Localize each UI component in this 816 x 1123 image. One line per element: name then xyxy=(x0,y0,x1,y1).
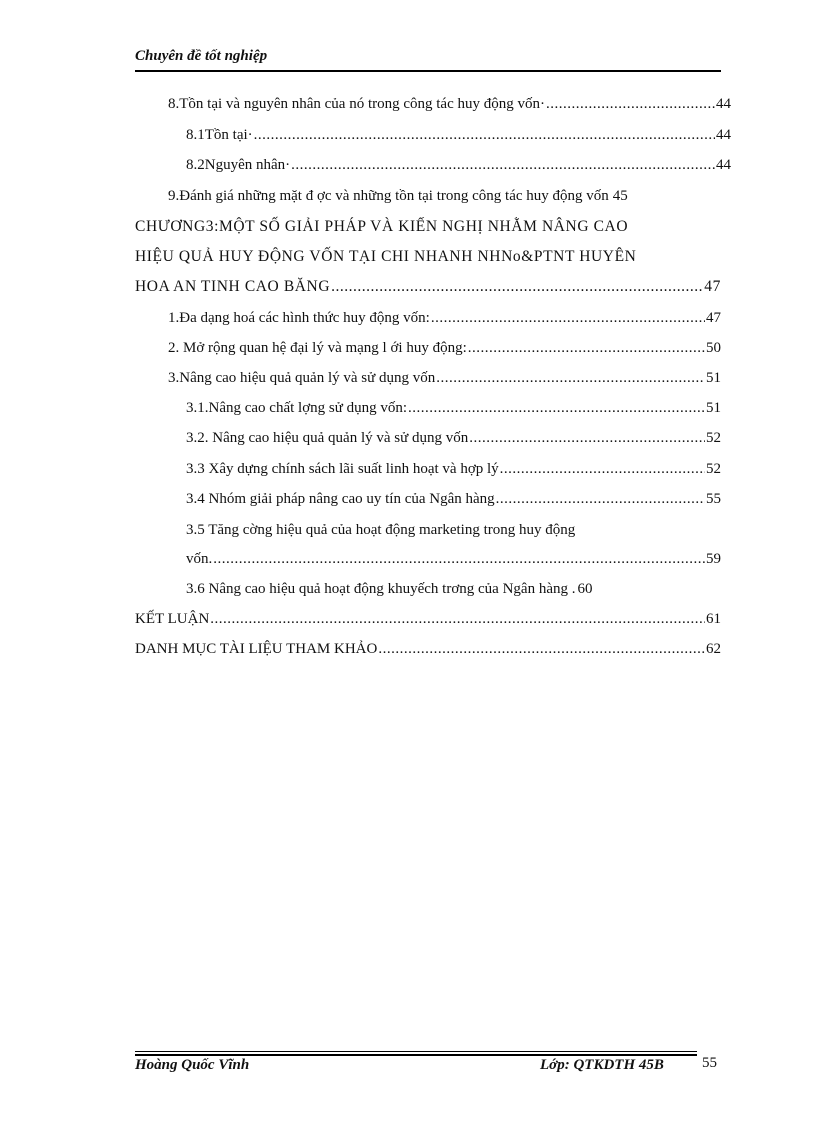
toc-leader-dots xyxy=(378,641,705,658)
toc-entry xyxy=(186,127,731,144)
toc-entry-page: 44 xyxy=(716,127,731,143)
toc-entry-page: 52 xyxy=(706,430,721,446)
toc-leader-dots xyxy=(210,611,705,628)
toc-entry xyxy=(168,370,721,387)
toc-entry-label: 8.Tồn tại và nguyên nhân của nó trong công tác huy động vốn· xyxy=(168,96,545,112)
toc-entry-page: 59 xyxy=(706,551,721,567)
toc-entry xyxy=(186,491,721,508)
toc-entry-page: 47 xyxy=(706,310,721,326)
toc-entry xyxy=(186,400,721,417)
toc-entry-label: 3.3 Xây dựng chính sách lãi suất linh hoạt và hợp lý xyxy=(186,461,499,477)
toc-entry xyxy=(186,461,721,478)
footer-page-number: 55 xyxy=(702,1055,717,1071)
toc-leader-dots xyxy=(436,370,705,387)
toc-entry-label: vốn. xyxy=(186,551,213,567)
toc-entry xyxy=(168,310,721,327)
toc-leader-dots xyxy=(468,340,705,357)
toc-entry xyxy=(135,641,721,658)
toc-entry-label: 8.1Tồn tại· xyxy=(186,127,253,143)
toc-entry xyxy=(186,581,721,598)
toc-entry xyxy=(168,188,721,205)
toc-entry-label: 3.6 Nâng cao hiệu quả hoạt động khuyếch trơng của Ngân hàng . xyxy=(186,581,576,597)
footer-author: Hoàng Quốc Vĩnh xyxy=(135,1057,250,1073)
toc-entry xyxy=(168,96,731,113)
toc-entry-page: 44 xyxy=(716,96,731,112)
toc-entry xyxy=(186,157,731,174)
footer-rule-thin xyxy=(135,1051,697,1052)
toc-entry-label: 3.2. Nâng cao hiệu quả quản lý và sử dụng vốn xyxy=(186,430,469,446)
toc-entry-page: 61 xyxy=(706,611,721,627)
toc-entry-label: HOA AN TINH CAO BĂNG xyxy=(135,278,331,295)
toc-entry-label: 9.Đánh giá những mặt đ ợc và những tồn tại trong công tác huy động vốn xyxy=(168,188,609,204)
toc-entry-page: 62 xyxy=(706,641,721,657)
toc-entry xyxy=(168,340,721,357)
document-header-title: Chuyên đề tốt nghiệp xyxy=(135,48,268,64)
toc-entry xyxy=(186,551,721,568)
toc-leader-dots xyxy=(469,430,705,447)
toc-leader-dots xyxy=(331,278,703,296)
toc-entry xyxy=(186,430,721,447)
toc-entry-label-line-1: 3.5 Tăng cờng hiệu quả của hoạt động marketing trong huy động xyxy=(186,522,576,538)
toc-entry-label: 3.Nâng cao hiệu quả quản lý và sử dụng vốn xyxy=(168,370,436,386)
toc-entry xyxy=(135,611,721,628)
toc-entry xyxy=(135,278,721,296)
toc-entry-label: 2. Mở rộng quan hệ đại lý và mạng l ới huy động: xyxy=(168,340,467,356)
toc-entry-label: 1.Đa dạng hoá các hình thức huy động vốn: xyxy=(168,310,430,326)
toc-entry-page: 47 xyxy=(704,278,721,295)
footer-rule-thick xyxy=(135,1054,697,1056)
footer-class-info: Lớp: QTKDTH 45B xyxy=(540,1057,664,1073)
toc-chapter-heading-line-1: CHƯƠNG3:MỘT SỐ GIẢI PHÁP VÀ KIẾN NGHỊ NHẰM NÂNG CAO xyxy=(135,218,629,235)
toc-leader-dots xyxy=(431,310,705,327)
toc-entry-page: 50 xyxy=(706,340,721,356)
toc-leader-dots xyxy=(291,157,715,174)
toc-leader-dots xyxy=(254,127,715,144)
toc-leader-dots xyxy=(213,551,705,568)
toc-entry-label: DANH MỤC TÀI LIỆU THAM KHẢO xyxy=(135,641,378,657)
toc-entry-label: 8.2Nguyên nhân· xyxy=(186,157,291,173)
toc-leader-dots xyxy=(500,461,705,478)
toc-entry-label: 3.4 Nhóm giải pháp nâng cao uy tín của Ngân hàng xyxy=(186,491,495,507)
toc-entry-page: 45 xyxy=(612,188,628,204)
toc-entry-page: 60 xyxy=(577,581,593,597)
toc-entry-page: 51 xyxy=(706,370,721,386)
toc-chapter-heading-line-2: HIỆU QUẢ HUY ĐỘNG VỐN TẠI CHI NHANH NHNo&PTNT HUYÊN xyxy=(135,248,637,265)
toc-entry-label: KẾT LUẬN xyxy=(135,611,210,627)
toc-entry-page: 52 xyxy=(706,461,721,477)
toc-entry-page: 44 xyxy=(716,157,731,173)
toc-entry-page: 51 xyxy=(706,400,721,416)
toc-entry-page: 55 xyxy=(706,491,721,507)
toc-entry-label: 3.1.Nâng cao chất lợng sử dụng vốn: xyxy=(186,400,408,416)
toc-leader-dots xyxy=(546,96,715,113)
toc-leader-dots xyxy=(496,491,705,508)
toc-leader-dots xyxy=(408,400,705,417)
